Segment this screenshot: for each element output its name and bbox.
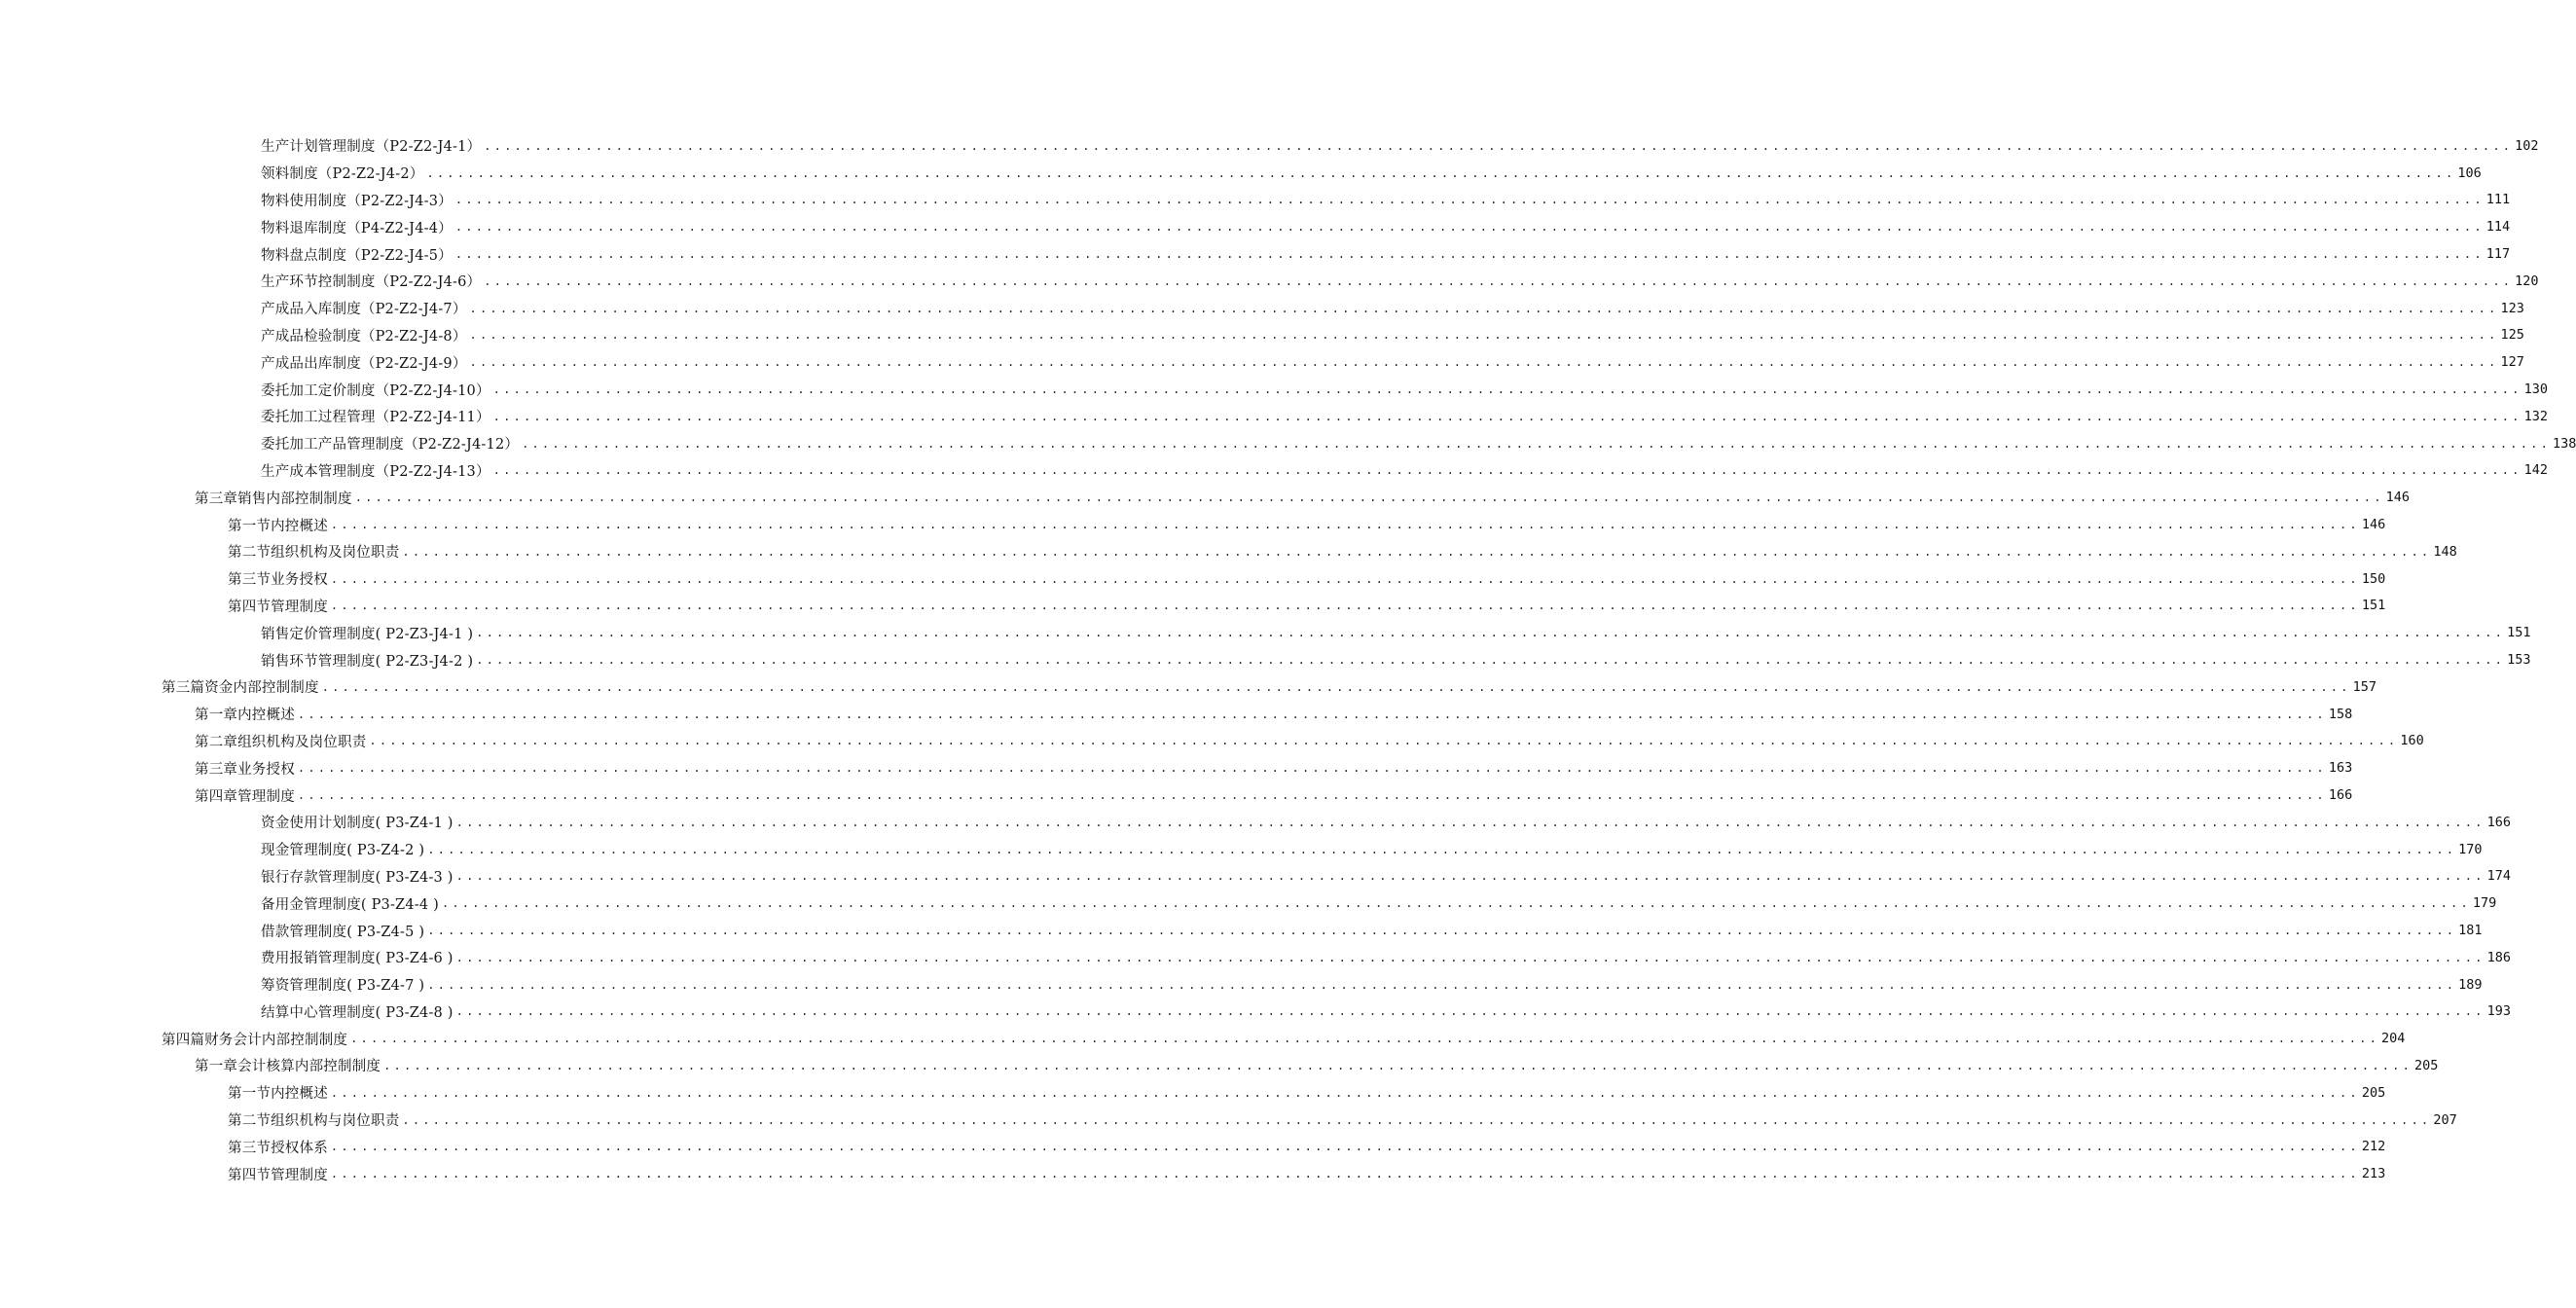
toc-dot-leader: ........................................................................................................................................................................................................ — [297, 788, 2327, 803]
toc-entry-title: 产成品出库制度（P2-Z2-J4-9） — [261, 355, 467, 372]
toc-entry-page: 114 — [2485, 219, 2511, 236]
toc-entry-page: 193 — [2486, 1003, 2511, 1020]
toc-dot-leader: ........................................................................................................................................................................................................ — [369, 734, 2399, 748]
toc-entry[interactable] — [0, 1107, 2457, 1134]
toc-entry[interactable] — [0, 754, 2353, 781]
toc-entry[interactable] — [0, 403, 2548, 430]
toc-entry[interactable] — [0, 565, 2386, 593]
toc-entry[interactable] — [0, 213, 2511, 240]
toc-entry[interactable] — [0, 295, 2524, 322]
toc-entry-title: 第三节业务授权 — [228, 572, 328, 589]
toc-entry-page: 148 — [2433, 543, 2457, 560]
toc-dot-leader: ........................................................................................................................................................................................................ — [297, 761, 2327, 776]
toc-entry-page: 213 — [2361, 1166, 2386, 1182]
toc-entry-page: 205 — [2361, 1084, 2386, 1101]
toc-entry-page: 142 — [2523, 462, 2548, 479]
toc-dot-leader: ........................................................................................................................................................................................................ — [330, 518, 2360, 532]
toc-dot-leader: ........................................................................................................................................................................................................ — [426, 165, 2456, 180]
toc-entry[interactable] — [0, 268, 2539, 295]
toc-dot-leader: ........................................................................................................................................................................................................ — [330, 1085, 2360, 1100]
toc-entry-title: 销售定价管理制度( P2-Z3-J4-1 ) — [261, 626, 474, 642]
toc-entry-page: 132 — [2523, 408, 2548, 424]
toc-dot-leader: ........................................................................................................................................................................................................ — [330, 599, 2360, 613]
toc-entry[interactable] — [0, 944, 2511, 971]
toc-entry-page: 120 — [2515, 272, 2539, 289]
toc-entry-page: 102 — [2515, 137, 2539, 154]
toc-entry[interactable] — [0, 538, 2457, 565]
toc-entry-title: 委托加工产品管理制度（P2-Z2-J4-12） — [261, 437, 520, 454]
toc-entry-title: 第一章内控概述 — [195, 708, 295, 724]
toc-entry-page: 170 — [2458, 841, 2483, 857]
toc-entry-page: 146 — [2361, 517, 2386, 533]
toc-entry-page: 181 — [2458, 923, 2483, 938]
toc-dot-leader: ........................................................................................................................................................................................................ — [455, 869, 2485, 884]
toc-dot-leader: ........................................................................................................................................................................................................ — [455, 1004, 2485, 1019]
toc-dot-leader: ........................................................................................................................................................................................................ — [492, 463, 2522, 478]
toc-entry-title: 第一节内控概述 — [228, 1086, 328, 1103]
toc-entry[interactable] — [0, 619, 2531, 646]
toc-entry-title: 第三节授权体系 — [228, 1140, 328, 1156]
toc-entry-title: 产成品入库制度（P2-Z2-J4-7） — [261, 302, 467, 318]
toc-entry-page: 207 — [2433, 1111, 2457, 1128]
toc-entry-page: 150 — [2361, 570, 2386, 587]
toc-entry-page: 186 — [2486, 949, 2511, 965]
toc-entry-page: 117 — [2485, 246, 2511, 263]
toc-entry-title: 第一章会计核算内部控制制度 — [195, 1059, 381, 1075]
toc-dot-leader: ........................................................................................................................................................................................................ — [427, 924, 2457, 937]
toc-entry[interactable] — [0, 701, 2353, 728]
toc-entry[interactable] — [0, 646, 2531, 673]
toc-entry[interactable] — [0, 457, 2548, 485]
toc-entry-page: 111 — [2485, 192, 2511, 208]
toc-entry-title: 第二节组织机构及岗位职责 — [228, 545, 400, 562]
toc-entry-page: 179 — [2472, 895, 2497, 912]
toc-entry[interactable] — [0, 809, 2511, 836]
toc-entry-page: 138 — [2553, 435, 2576, 452]
toc-entry[interactable] — [0, 673, 2377, 701]
toc-dot-leader: ........................................................................................................................................................................................................ — [330, 1167, 2360, 1181]
toc-dot-leader: ........................................................................................................................................................................................................ — [330, 571, 2360, 586]
toc-entry-page: 130 — [2523, 382, 2548, 398]
toc-entry-title: 筹资管理制度( P3-Z4-7 ) — [261, 978, 425, 995]
toc-entry-page: 127 — [2500, 354, 2524, 371]
toc-entry-page: 106 — [2457, 164, 2482, 181]
toc-entry-title: 第三章业务授权 — [195, 761, 295, 778]
toc-entry-page: 153 — [2507, 652, 2531, 669]
toc-entry-title: 生产环节控制制度（P2-Z2-J4-6） — [261, 274, 482, 291]
toc-entry-title: 第四节管理制度 — [228, 1167, 328, 1183]
toc-entry-title: 委托加工定价制度（P2-Z2-J4-10） — [261, 382, 490, 399]
toc-entry-page: 163 — [2328, 760, 2353, 777]
toc-entry-page: 189 — [2458, 976, 2483, 993]
toc-entry-title: 物料使用制度（P2-Z2-J4-3） — [261, 193, 453, 209]
toc-entry-title: 结算中心管理制度( P3-Z4-8 ) — [261, 1004, 454, 1021]
toc-entry-title: 第三章销售内部控制制度 — [195, 490, 352, 507]
toc-entry-title: 第二节组织机构与岗位职责 — [228, 1113, 400, 1130]
toc-entry[interactable] — [0, 376, 2548, 403]
toc-dot-leader: ........................................................................................................................................................................................................ — [402, 544, 2432, 559]
toc-entry-title: 第一节内控概述 — [228, 518, 328, 534]
toc-dot-leader: ........................................................................................................................................................................................................ — [476, 653, 2506, 668]
toc-entry-page: 146 — [2385, 490, 2411, 506]
toc-dot-leader: ........................................................................................................................................................................................................ — [441, 896, 2471, 911]
toc-entry[interactable] — [0, 348, 2524, 376]
toc-entry-title: 现金管理制度( P3-Z4-2 ) — [261, 843, 425, 859]
toc-entry[interactable] — [0, 836, 2483, 863]
toc-entry-page: 212 — [2361, 1139, 2386, 1155]
toc-dot-leader: ........................................................................................................................................................................................................ — [402, 1112, 2432, 1127]
table-of-contents — [0, 132, 2576, 1187]
toc-entry[interactable] — [0, 781, 2353, 809]
toc-entry[interactable] — [0, 890, 2497, 917]
toc-entry-title: 生产计划管理制度（P2-Z2-J4-1） — [261, 139, 482, 156]
toc-entry-title: 销售环节管理制度( P2-Z3-J4-2 ) — [261, 653, 474, 670]
toc-dot-leader: ........................................................................................................................................................................................................ — [427, 842, 2457, 856]
toc-entry[interactable] — [0, 1079, 2386, 1107]
toc-dot-leader: ........................................................................................................................................................................................................ — [454, 247, 2485, 262]
toc-entry[interactable] — [0, 322, 2524, 349]
toc-dot-leader: ........................................................................................................................................................................................................ — [454, 193, 2485, 207]
toc-entry[interactable] — [0, 484, 2411, 511]
toc-dot-leader: ........................................................................................................................................................................................................ — [454, 220, 2485, 235]
toc-dot-leader: ........................................................................................................................................................................................................ — [476, 626, 2506, 640]
toc-entry-title: 第四篇财务会计内部控制制度 — [162, 1032, 348, 1048]
toc-dot-leader: ........................................................................................................................................................................................................ — [321, 679, 2351, 694]
toc-entry-title: 备用金管理制度( P3-Z4-4 ) — [261, 896, 439, 913]
toc-dot-leader: ........................................................................................................................................................................................................ — [455, 950, 2485, 964]
toc-dot-leader: ........................................................................................................................................................................................................ — [330, 1140, 2360, 1154]
toc-entry[interactable] — [0, 132, 2539, 160]
toc-entry-title: 费用报销管理制度( P3-Z4-6 ) — [261, 951, 454, 967]
toc-entry-title: 第四节管理制度 — [228, 599, 328, 615]
toc-entry[interactable] — [0, 917, 2483, 944]
toc-entry-page: 160 — [2400, 733, 2424, 749]
toc-entry-page: 204 — [2381, 1031, 2406, 1047]
toc-entry[interactable] — [0, 1133, 2386, 1160]
toc-dot-leader: ........................................................................................................................................................................................................ — [455, 815, 2485, 829]
toc-dot-leader: ........................................................................................................................................................................................................ — [469, 355, 2499, 370]
toc-entry-title: 委托加工过程管理（P2-Z2-J4-11） — [261, 410, 490, 426]
toc-dot-leader: ........................................................................................................................................................................................................ — [350, 1032, 2380, 1046]
toc-entry-title: 第四章管理制度 — [195, 788, 295, 805]
toc-entry-title: 第三篇资金内部控制制度 — [162, 680, 319, 697]
toc-dot-leader: ........................................................................................................................................................................................................ — [522, 436, 2551, 451]
toc-entry-page: 158 — [2328, 706, 2353, 722]
toc-entry[interactable] — [0, 863, 2511, 890]
toc-entry[interactable] — [0, 999, 2511, 1026]
toc-entry[interactable] — [0, 240, 2511, 268]
toc-entry-title: 物料盘点制度（P2-Z2-J4-5） — [261, 247, 453, 264]
toc-dot-leader: ........................................................................................................................................................................................................ — [484, 273, 2514, 288]
toc-entry[interactable] — [0, 971, 2483, 999]
toc-dot-leader: ........................................................................................................................................................................................................ — [492, 382, 2522, 397]
toc-entry[interactable] — [0, 1025, 2406, 1052]
toc-entry[interactable] — [0, 728, 2424, 755]
toc-entry-title: 借款管理制度( P3-Z4-5 ) — [261, 924, 425, 940]
toc-dot-leader: ........................................................................................................................................................................................................ — [469, 328, 2499, 343]
toc-dot-leader: ........................................................................................................................................................................................................ — [492, 409, 2522, 423]
toc-dot-leader: ........................................................................................................................................................................................................ — [297, 707, 2327, 721]
toc-entry-page: 157 — [2352, 678, 2377, 695]
toc-entry-title: 资金使用计划制度( P3-Z4-1 ) — [261, 816, 454, 832]
toc-dot-leader: ........................................................................................................................................................................................................ — [383, 1058, 2413, 1072]
toc-dot-leader: ........................................................................................................................................................................................................ — [354, 490, 2384, 505]
toc-entry-title: 物料退库制度（P4-Z2-J4-4） — [261, 220, 453, 236]
toc-entry-title: 第二章组织机构及岗位职责 — [195, 734, 367, 750]
toc-entry[interactable] — [0, 160, 2482, 187]
toc-entry[interactable] — [0, 593, 2386, 620]
toc-entry-title: 银行存款管理制度( P3-Z4-3 ) — [261, 869, 454, 886]
toc-dot-leader: ........................................................................................................................................................................................................ — [427, 977, 2457, 992]
toc-entry[interactable] — [0, 511, 2386, 538]
toc-entry-page: 166 — [2486, 814, 2511, 830]
toc-entry-title: 生产成本管理制度（P2-Z2-J4-13） — [261, 463, 490, 480]
toc-entry[interactable] — [0, 430, 2576, 457]
toc-entry[interactable] — [0, 1160, 2386, 1187]
toc-entry-page: 151 — [2361, 598, 2386, 614]
toc-entry-page: 151 — [2507, 625, 2531, 641]
toc-entry-title: 领料制度（P2-Z2-J4-2） — [261, 166, 424, 183]
toc-dot-leader: ........................................................................................................................................................................................................ — [484, 138, 2514, 153]
toc-entry-page: 205 — [2414, 1057, 2439, 1073]
toc-entry-page: 166 — [2328, 787, 2353, 804]
toc-entry-page: 123 — [2500, 300, 2524, 316]
toc-entry-title: 产成品检验制度（P2-Z2-J4-8） — [261, 328, 467, 345]
toc-entry-page: 125 — [2500, 327, 2524, 344]
toc-entry[interactable] — [0, 187, 2511, 214]
toc-entry[interactable] — [0, 1052, 2439, 1079]
toc-dot-leader: ........................................................................................................................................................................................................ — [469, 301, 2499, 315]
toc-entry-page: 174 — [2486, 868, 2511, 885]
